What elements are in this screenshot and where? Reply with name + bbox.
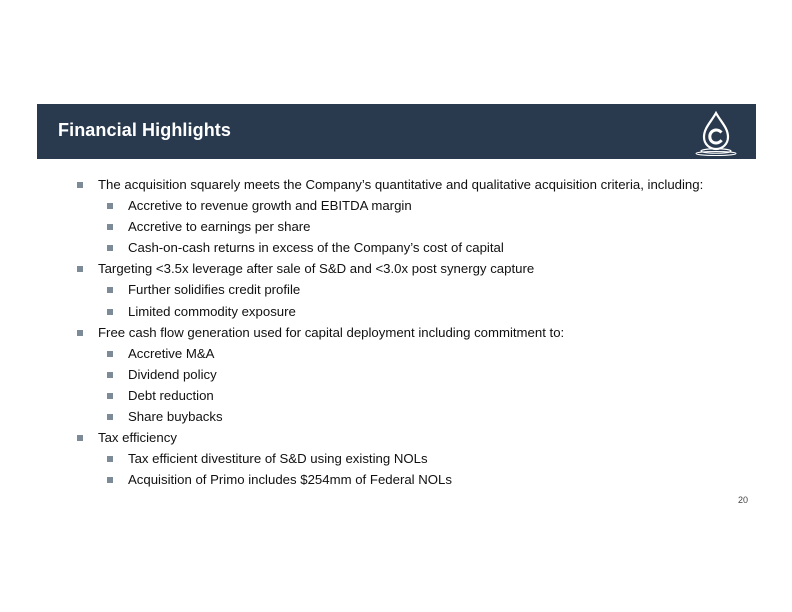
list-item: [0, 174, 792, 195]
bullet-text: Limited commodity exposure: [128, 303, 296, 319]
list-item: [0, 216, 792, 237]
bullet-text: Acquisition of Primo includes $254mm of Federal NOLs: [128, 472, 452, 488]
bullet-text: Tax efficient divestiture of S&D using existing NOLs: [128, 451, 428, 467]
list-item: [0, 364, 792, 385]
bullet-text: Share buybacks: [128, 409, 223, 425]
square-bullet-icon: [77, 182, 83, 188]
square-bullet-icon: [77, 266, 83, 272]
bullet-text: Further solidifies credit profile: [128, 282, 301, 298]
square-bullet-icon: [107, 224, 113, 230]
bullet-text: The acquisition squarely meets the Company’s quantitative and qualitative acquisition criteria, including:: [98, 177, 704, 192]
bullet-text: Dividend policy: [128, 366, 217, 382]
bullet-text: Cash-on-cash returns in excess of the Company’s cost of capital: [128, 240, 504, 256]
square-bullet-icon: [107, 287, 113, 293]
square-bullet-icon: [77, 330, 83, 336]
square-bullet-icon: [107, 456, 113, 462]
square-bullet-icon: [107, 203, 113, 209]
list-item: [0, 427, 792, 448]
square-bullet-icon: [107, 477, 113, 483]
bullet-list: [0, 174, 792, 490]
square-bullet-icon: [107, 309, 113, 315]
list-item: [0, 406, 792, 427]
list-item: [0, 322, 792, 343]
bullet-text: Free cash flow generation used for capital deployment including commitment to:: [98, 324, 565, 340]
bullet-text: Tax efficiency: [98, 430, 177, 446]
square-bullet-icon: [107, 351, 113, 357]
square-bullet-icon: [77, 435, 83, 441]
list-item: [0, 343, 792, 364]
list-item: [0, 237, 792, 258]
list-item: [0, 469, 792, 490]
list-item: [0, 301, 792, 322]
square-bullet-icon: [107, 372, 113, 378]
page-number: 20: [738, 495, 749, 505]
list-item: [0, 279, 792, 300]
list-item: [0, 258, 792, 279]
page-title: Financial Highlights: [58, 120, 232, 140]
bullet-text: Targeting <3.5x leverage after sale of S&D and <3.0x post synergy capture: [98, 261, 535, 277]
bullet-text: Accretive to earnings per share: [128, 219, 311, 235]
bullet-text: Accretive to revenue growth and EBITDA margin: [128, 198, 412, 214]
list-item: [0, 385, 792, 406]
square-bullet-icon: [107, 245, 113, 251]
square-bullet-icon: [107, 393, 113, 399]
header-bar: [37, 104, 756, 159]
water-drop-c-logo-icon: [693, 110, 739, 156]
bullet-text: Accretive M&A: [128, 345, 215, 361]
square-bullet-icon: [107, 414, 113, 420]
bullet-text: Debt reduction: [128, 387, 214, 403]
list-item: [0, 195, 792, 216]
list-item: [0, 448, 792, 469]
